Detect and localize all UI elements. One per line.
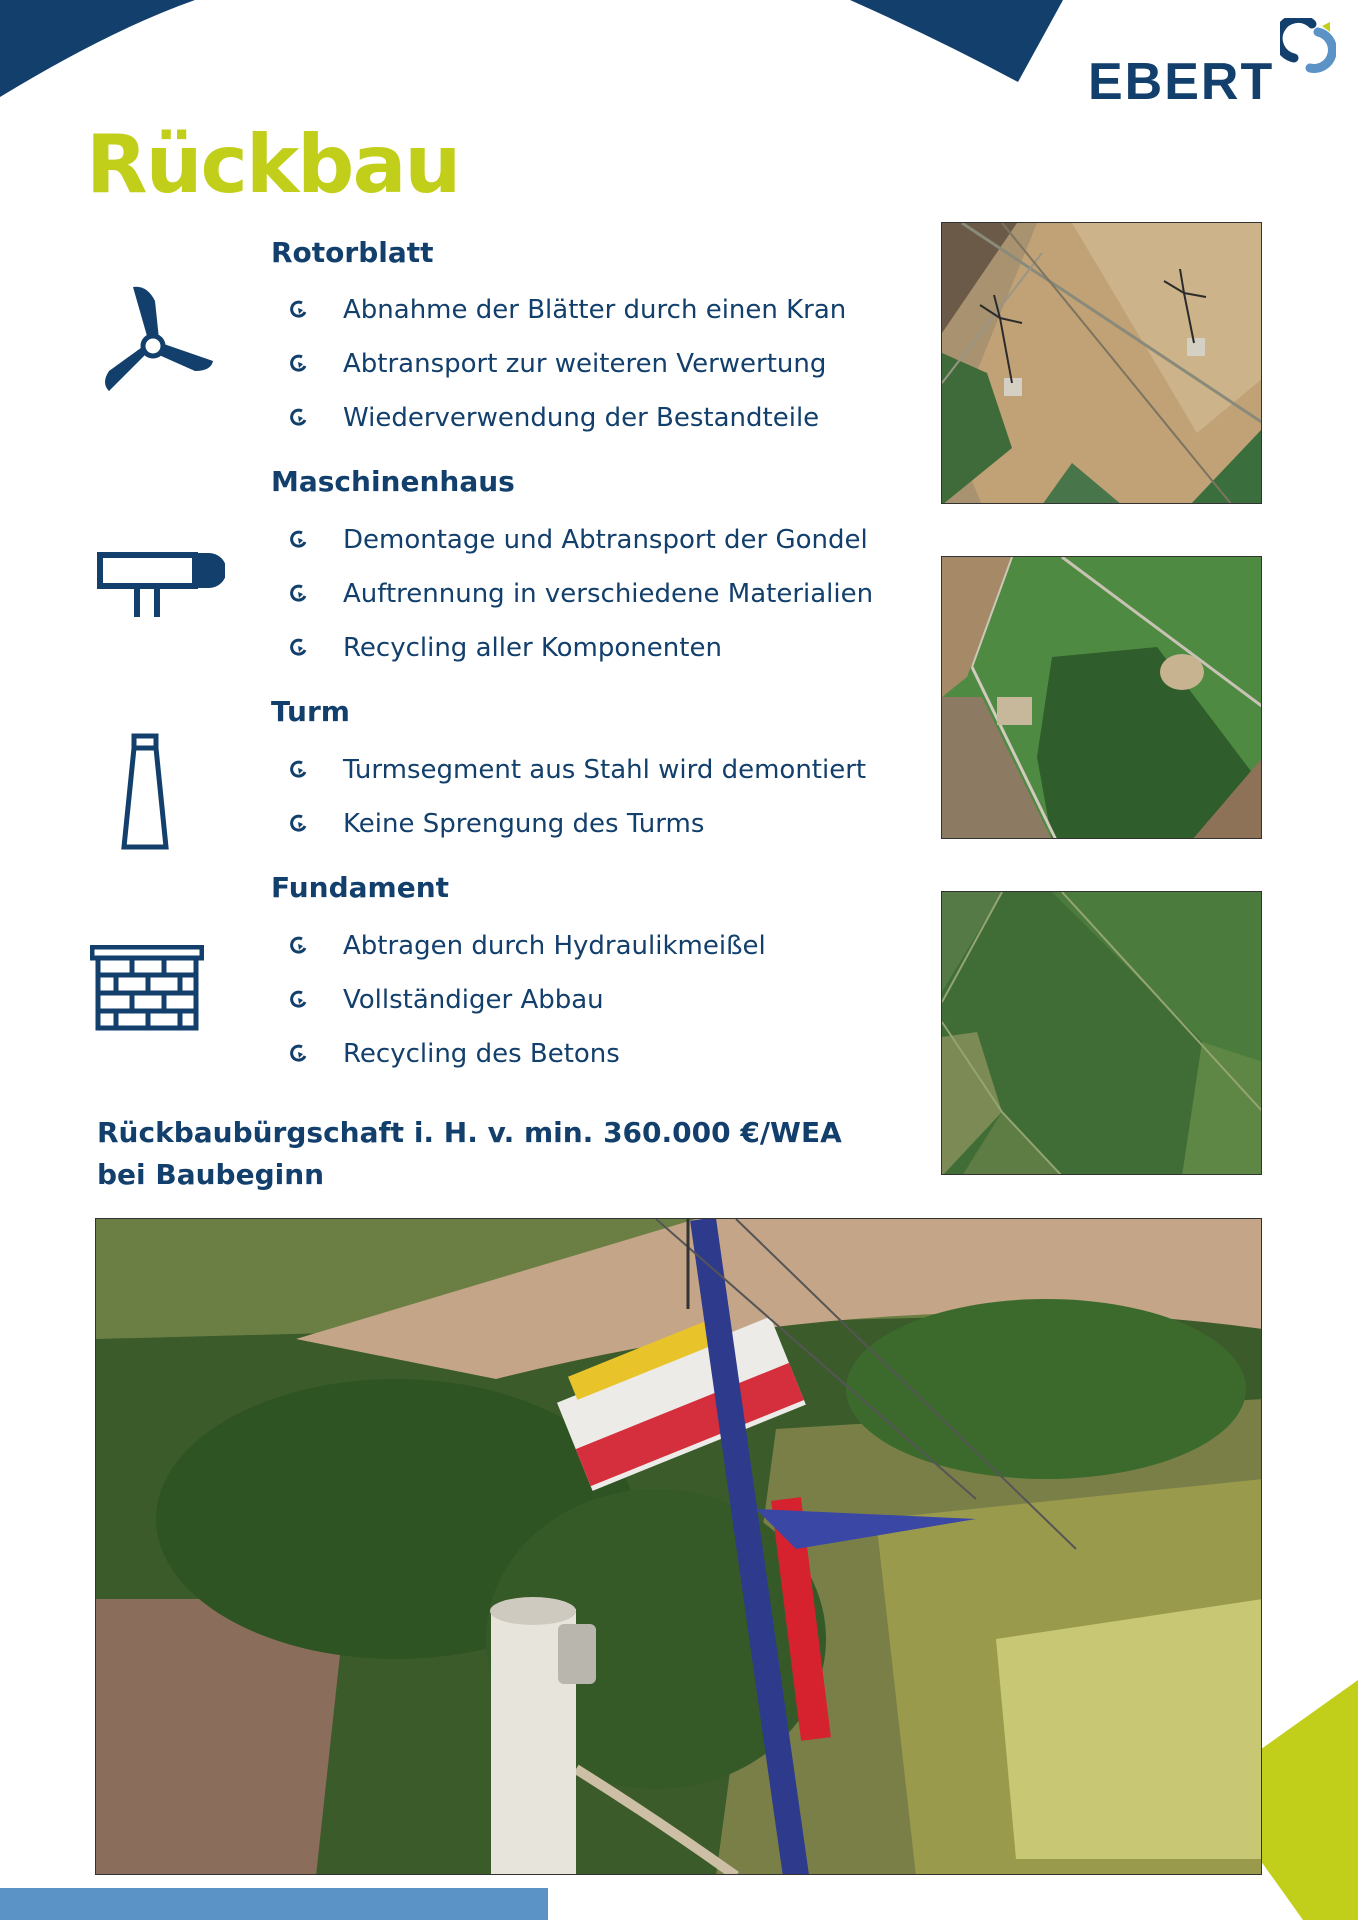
decommissioning-guarantee-text: Rückbaubürgschaft i. H. v. min. 360.000 €/WEA bei Baubeginn [97,1116,842,1191]
list-item-text: Abtransport zur weiteren Verwertung [343,349,827,379]
bullet-swirl-icon [290,354,310,374]
bullet-list-rotorblatt [290,283,846,445]
nacelle-icon [97,550,225,622]
list-item [290,1027,766,1081]
bullet-swirl-icon [290,814,310,834]
bullet-swirl-icon [290,760,310,780]
list-item [290,919,766,973]
company-logo-text: EBERT [1088,53,1275,111]
list-item-text: Demontage und Abtransport der Gondel [343,525,868,555]
list-item [290,743,866,797]
list-item [290,567,873,621]
aerial-photo-fields-restored [941,891,1262,1175]
page-title: Rückbau [86,118,460,211]
logo-mark-icon [1280,18,1336,78]
crane-lifting-nacelle-photo [95,1218,1262,1875]
bullet-swirl-icon [290,584,310,604]
bullet-swirl-icon [290,936,310,956]
aerial-photo-turbines [941,222,1262,504]
bullet-swirl-icon [290,638,310,658]
list-item-text: Recycling des Betons [343,1039,620,1069]
list-item-text: Keine Sprengung des Turms [343,809,705,839]
bottom-blue-bar [0,1888,548,1920]
tower-icon [120,733,170,851]
bullet-swirl-icon [290,1044,310,1064]
list-item-text: Vollständiger Abbau [343,985,604,1015]
brick-wall-icon [90,945,204,1031]
list-item [290,621,873,675]
top-left-corner-shape [0,0,200,100]
section-title-fundament: Fundament [271,871,450,904]
list-item-text: Recycling aller Komponenten [343,633,722,663]
aerial-photo-fields-after [941,556,1262,839]
list-item [290,797,866,851]
top-center-corner-shape [850,0,1065,85]
section-title-turm: Turm [271,695,350,728]
bullet-list-maschinenhaus [290,513,873,675]
bullet-swirl-icon [290,408,310,428]
list-item [290,391,846,445]
list-item [290,337,846,391]
section-title-maschinenhaus: Maschinenhaus [271,465,515,498]
bullet-swirl-icon [290,530,310,550]
bullet-swirl-icon [290,990,310,1010]
list-item [290,513,873,567]
list-item-text: Turmsegment aus Stahl wird demontiert [343,755,867,785]
list-item-text: Wiederverwendung der Bestandteile [343,403,820,433]
section-title-rotorblatt: Rotorblatt [271,236,434,269]
wind-turbine-rotor-icon [95,283,220,403]
list-item-text: Abtragen durch Hydraulikmeißel [343,931,766,961]
list-item-text: Abnahme der Blätter durch einen Kran [343,295,847,325]
bullet-list-fundament [290,919,766,1081]
list-item [290,283,846,337]
bullet-swirl-icon [290,300,310,320]
list-item-text: Auftrennung in verschiedene Materialien [343,579,874,609]
bullet-list-turm [290,743,866,851]
list-item [290,973,766,1027]
